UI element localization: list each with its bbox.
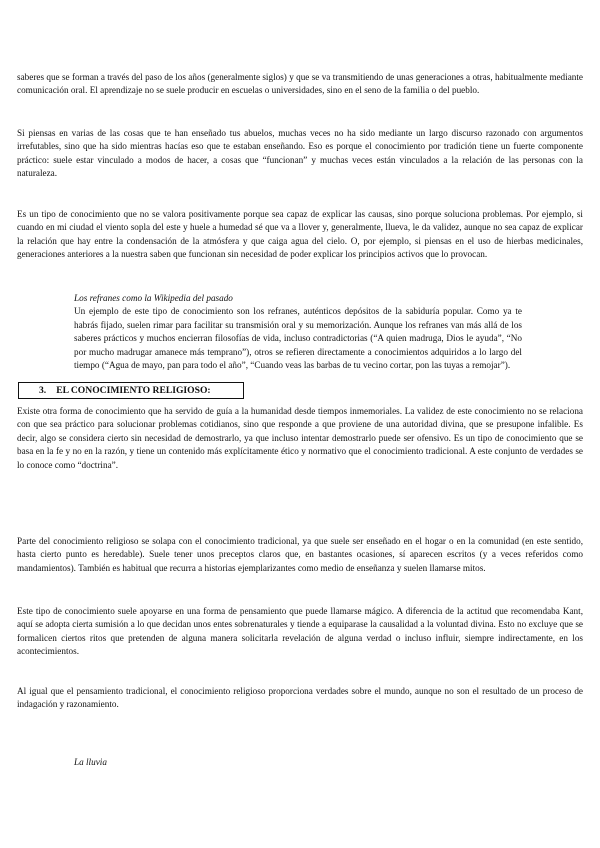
paragraph-religious-2: Parte del conocimiento religioso se solapa con el conocimiento tradicional, ya que suele ser enseñado en el hogar o en la comunidad (en este sentido, hasta cierto punto es heredable). Suele tener unos preceptos claros que, en bastantes ocasiones, sí aparecen escritos (y a veces referidos como mandamientos). También es habitual que recurra a historias ejemplarizantes como medio de enseñanza y suelen llamarse mitos. bbox=[17, 536, 583, 573]
section-heading bbox=[18, 382, 244, 399]
section-number: 3. bbox=[39, 385, 47, 396]
paragraph-traditional-2: Si piensas en varias de las cosas que te han enseñado tus abuelos, muchas veces no ha sido mediante un largo discurso razonado con argumentos irrefutables, sino que ha sido mientras hacías eso que te estaban enseñando. Eso es porque el conocimiento por tradición tiene un fuerte componente práctico: suele estar vinculado a modos de hacer, a cosas que “funcionan” y muchas veces están vinculados a la relación de las personas con la naturaleza. bbox=[17, 128, 583, 179]
section-title: EL CONOCIMIENTO RELIGIOSO: bbox=[56, 385, 211, 396]
paragraph-religious-3: Este tipo de conocimiento suele apoyarse en una forma de pensamiento que puede llamarse mágico. A diferencia de la actitud que recomendaba Kant, aquí se adopta cierta sumisión a lo que decidan unos entes sobrenaturales y tiende a equiparase la causalidad a la voluntad divina. Esto no excluye que se formalicen ciertos ritos que pretenden de alguna manera solicitarla revelación de alguna verdad o incluso influir, siempre indirectamente, en los acontecimientos. bbox=[17, 606, 583, 657]
paragraph-religious-1: Existe otra forma de conocimiento que ha servido de guía a la humanidad desde tiempos inmemoriales. La validez de este conocimiento no se relaciona con que sea práctico para solucionar problemas cotidianos, sino que responde a que proviene de una autoridad divina, que se presupone infalible. Es decir, algo se considera cierto sin necesidad de demostrarlo, ya que incluso intentar demostrarlo puede ser ofensivo. Es un tipo de conocimiento que se basa en la fe y no en la razón, y tiene un contenido más explícitamente ético y normativo que el conocimiento tradicional. A este conjunto de verdades se lo conoce como “doctrina”. bbox=[17, 406, 583, 470]
quote-title: Los refranes como la Wikipedia del pasado bbox=[74, 293, 233, 303]
paragraph-traditional-1: saberes que se forman a través del paso de los años (generalmente siglos) y que se va transmitiendo de unas generaciones a otras, habitualmente mediante comunicación oral. El aprendizaje no se suele producir en escuelas o universidades, sino en el seno de la familia o del pueblo. bbox=[17, 72, 583, 96]
quote-body: Un ejemplo de este tipo de conocimiento son los refranes, auténticos depósitos de la sabiduría popular. Como ya te habrás fijado, suelen rimar para facilitar su transmisión oral y su memorización. Aunque los refranes van más allá de los saberes prácticos y muchos encierran filosofías de vida, incluso contradictorias (“A quien madruga, Dios le ayuda”, “No por mucho madrugar amanece más temprano”), otros se refieren directamente a conocimientos adquiridos a lo largo del tiempo (“Agua de mayo, pan para todo el año”, “Cuando veas las barbas de tu vecino cortar, pon las tuyas a remojar”). bbox=[74, 306, 522, 371]
subheading-la-lluvia: La lluvia bbox=[74, 757, 107, 767]
paragraph-traditional-3: Es un tipo de conocimiento que no se valora positivamente porque sea capaz de explicar las causas, sino porque soluciona problemas. Por ejemplo, si cuando en mi ciudad el viento sopla del este y huele a humedad sé que va a llover y, generalmente, llueva, le da validez, aunque no sea capaz de explicar la relación que hay entre la condensación de la atmósfera y que caiga agua del cielo. O, por ejemplo, si piensas en el uso de hierbas medicinales, generaciones anteriores a la nuestra saben que funcionan sin necesidad de poder explicar los principios activos que lo provocan. bbox=[17, 209, 583, 260]
paragraph-religious-4: Al igual que el pensamiento tradicional, el conocimiento religioso proporciona verdades sobre el mundo, aunque no son el resultado de un proceso de indagación y razonamiento. bbox=[17, 686, 583, 710]
quote-block bbox=[74, 292, 522, 372]
